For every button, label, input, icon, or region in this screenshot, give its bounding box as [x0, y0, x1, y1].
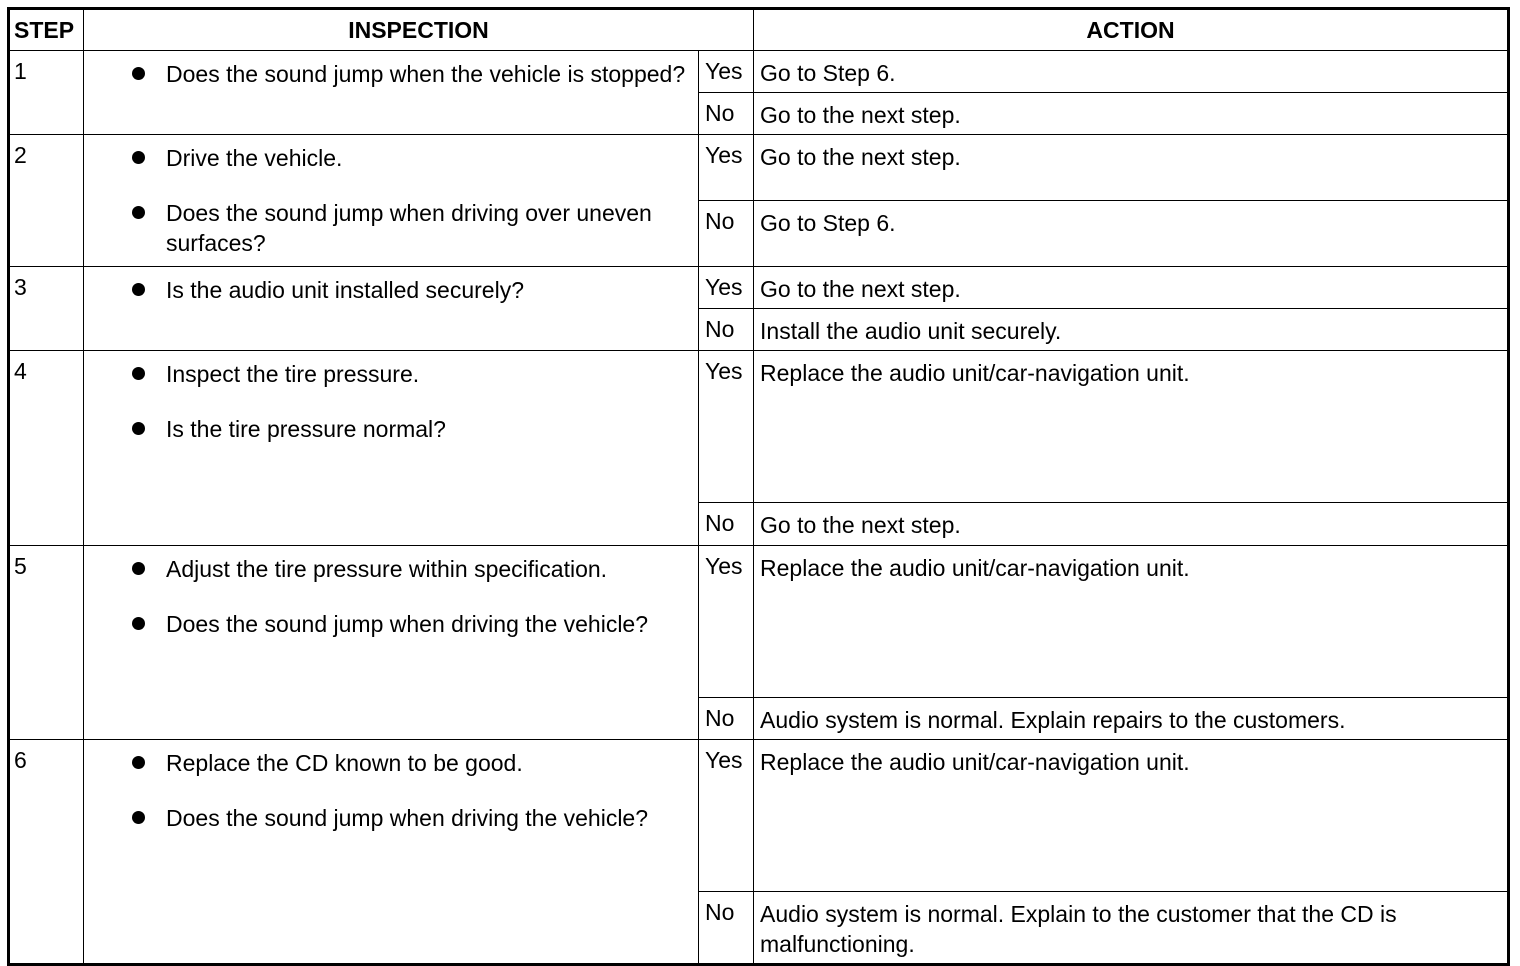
step-5-yes-row: [9, 546, 1509, 698]
bullet-icon: [132, 151, 145, 164]
inspection-item: Inspect the tire pressure.: [132, 359, 692, 389]
step-3-yes-row: [9, 267, 1509, 309]
bullet-icon: [132, 422, 145, 435]
no-action: Go to the next step.: [754, 503, 1509, 546]
yes-label: Yes: [699, 740, 754, 892]
step-1-yes-row: [9, 51, 1509, 93]
yes-label: Yes: [699, 51, 754, 93]
yes-action: Go to the next step.: [754, 267, 1509, 309]
inspection-item: Is the tire pressure normal?: [132, 414, 692, 444]
yes-action: Replace the audio unit/car-navigation unit.: [754, 351, 1509, 503]
yes-action: Go to the next step.: [754, 135, 1509, 201]
yes-action: Replace the audio unit/car-navigation unit.: [754, 740, 1509, 892]
no-label: No: [699, 201, 754, 267]
no-label: No: [699, 698, 754, 740]
yes-label: Yes: [699, 135, 754, 201]
no-action: Audio system is normal. Explain to the customer that the CD is malfunctioning.: [754, 892, 1509, 965]
yes-action: Replace the audio unit/car-navigation unit.: [754, 546, 1509, 698]
step-4-yes-row: [9, 351, 1509, 503]
bullet-icon: [132, 67, 145, 80]
no-action: Audio system is normal. Explain repairs to the customers.: [754, 698, 1509, 740]
no-label: No: [699, 93, 754, 135]
inspection-item: Does the sound jump when driving the vehicle?: [132, 803, 692, 833]
inspection-item: Replace the CD known to be good.: [132, 748, 692, 778]
step-header: STEP: [9, 9, 84, 51]
no-action: Go to the next step.: [754, 93, 1509, 135]
step-number: 6: [9, 740, 84, 965]
bullet-icon: [132, 756, 145, 769]
no-action: Go to Step 6.: [754, 201, 1509, 267]
no-label: No: [699, 503, 754, 546]
inspection-cell: [84, 51, 699, 135]
yes-label: Yes: [699, 351, 754, 503]
yes-label: Yes: [699, 546, 754, 698]
inspection-cell: [84, 267, 699, 351]
bullet-icon: [132, 283, 145, 296]
yes-label: Yes: [699, 267, 754, 309]
inspection-item: Adjust the tire pressure within specification.: [132, 554, 692, 584]
bullet-icon: [132, 811, 145, 824]
no-action: Install the audio unit securely.: [754, 309, 1509, 351]
bullet-icon: [132, 562, 145, 575]
yes-action: Go to Step 6.: [754, 51, 1509, 93]
inspection-item: Does the sound jump when the vehicle is stopped?: [132, 59, 692, 89]
inspection-cell: [84, 351, 699, 546]
step-number: 2: [9, 135, 84, 267]
step-number: 1: [9, 51, 84, 135]
step-number: 3: [9, 267, 84, 351]
inspection-item: Is the audio unit installed securely?: [132, 275, 692, 305]
inspection-item: Drive the vehicle.: [132, 143, 692, 173]
header-row: [9, 9, 1509, 51]
inspection-item: Does the sound jump when driving over uneven surfaces?: [132, 198, 692, 258]
step-number: 5: [9, 546, 84, 740]
no-label: No: [699, 309, 754, 351]
bullet-icon: [132, 367, 145, 380]
no-label: No: [699, 892, 754, 965]
step-6-yes-row: [9, 740, 1509, 892]
bullet-icon: [132, 617, 145, 630]
inspection-cell: [84, 740, 699, 965]
inspection-cell: [84, 546, 699, 740]
step-number: 4: [9, 351, 84, 546]
inspection-item: Does the sound jump when driving the vehicle?: [132, 609, 692, 639]
bullet-icon: [132, 206, 145, 219]
action-header: ACTION: [754, 9, 1509, 51]
troubleshooting-table: [7, 7, 1510, 966]
step-2-yes-row: [9, 135, 1509, 201]
inspection-header: INSPECTION: [84, 9, 754, 51]
inspection-cell: [84, 135, 699, 267]
